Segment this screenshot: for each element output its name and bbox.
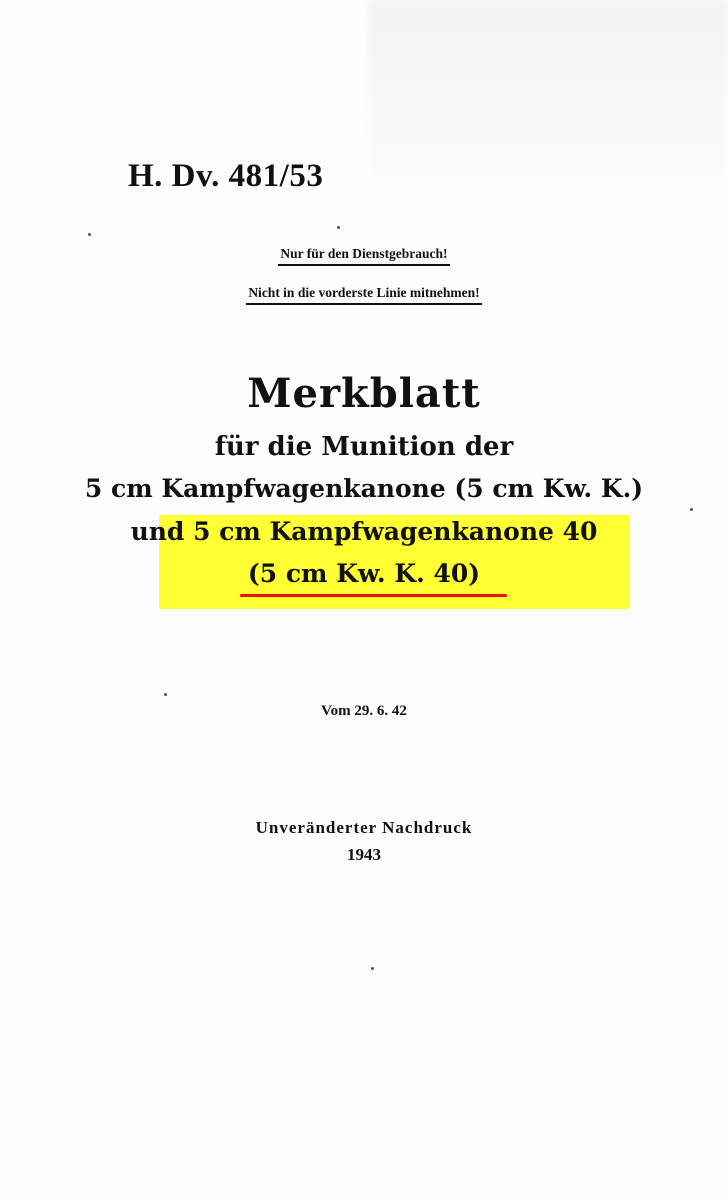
frontline-notice	[0, 285, 728, 305]
document-title: Merkblatt	[247, 370, 481, 417]
document-date: Vom 29. 6. 42	[321, 703, 407, 719]
scan-speck	[371, 967, 374, 970]
scan-speck	[337, 226, 340, 229]
reprint-year: 1943	[347, 845, 381, 864]
frontline-notice-text: Nicht in die vorderste Linie mitnehmen!	[246, 285, 481, 305]
subtitle-line-4: (5 cm Kw. K. 40)	[247, 559, 481, 588]
scan-speck	[88, 233, 91, 236]
subtitle-line-1: für die Munition der	[214, 432, 514, 462]
scan-speck	[164, 693, 167, 696]
restriction-notice	[0, 246, 728, 266]
document-id: H. Dv. 481/53	[128, 158, 324, 194]
restriction-notice-text: Nur für den Dienstgebrauch!	[278, 246, 449, 266]
scan-bleed-through	[368, 0, 728, 220]
reprint-note: Unveränderter Nachdruck	[255, 818, 473, 837]
red-underline	[240, 594, 507, 597]
scan-speck	[690, 508, 693, 511]
subtitle-line-3: und 5 cm Kampfwagenkanone 40	[130, 517, 598, 546]
subtitle-line-2: 5 cm Kampfwagenkanone (5 cm Kw. K.)	[84, 474, 644, 503]
